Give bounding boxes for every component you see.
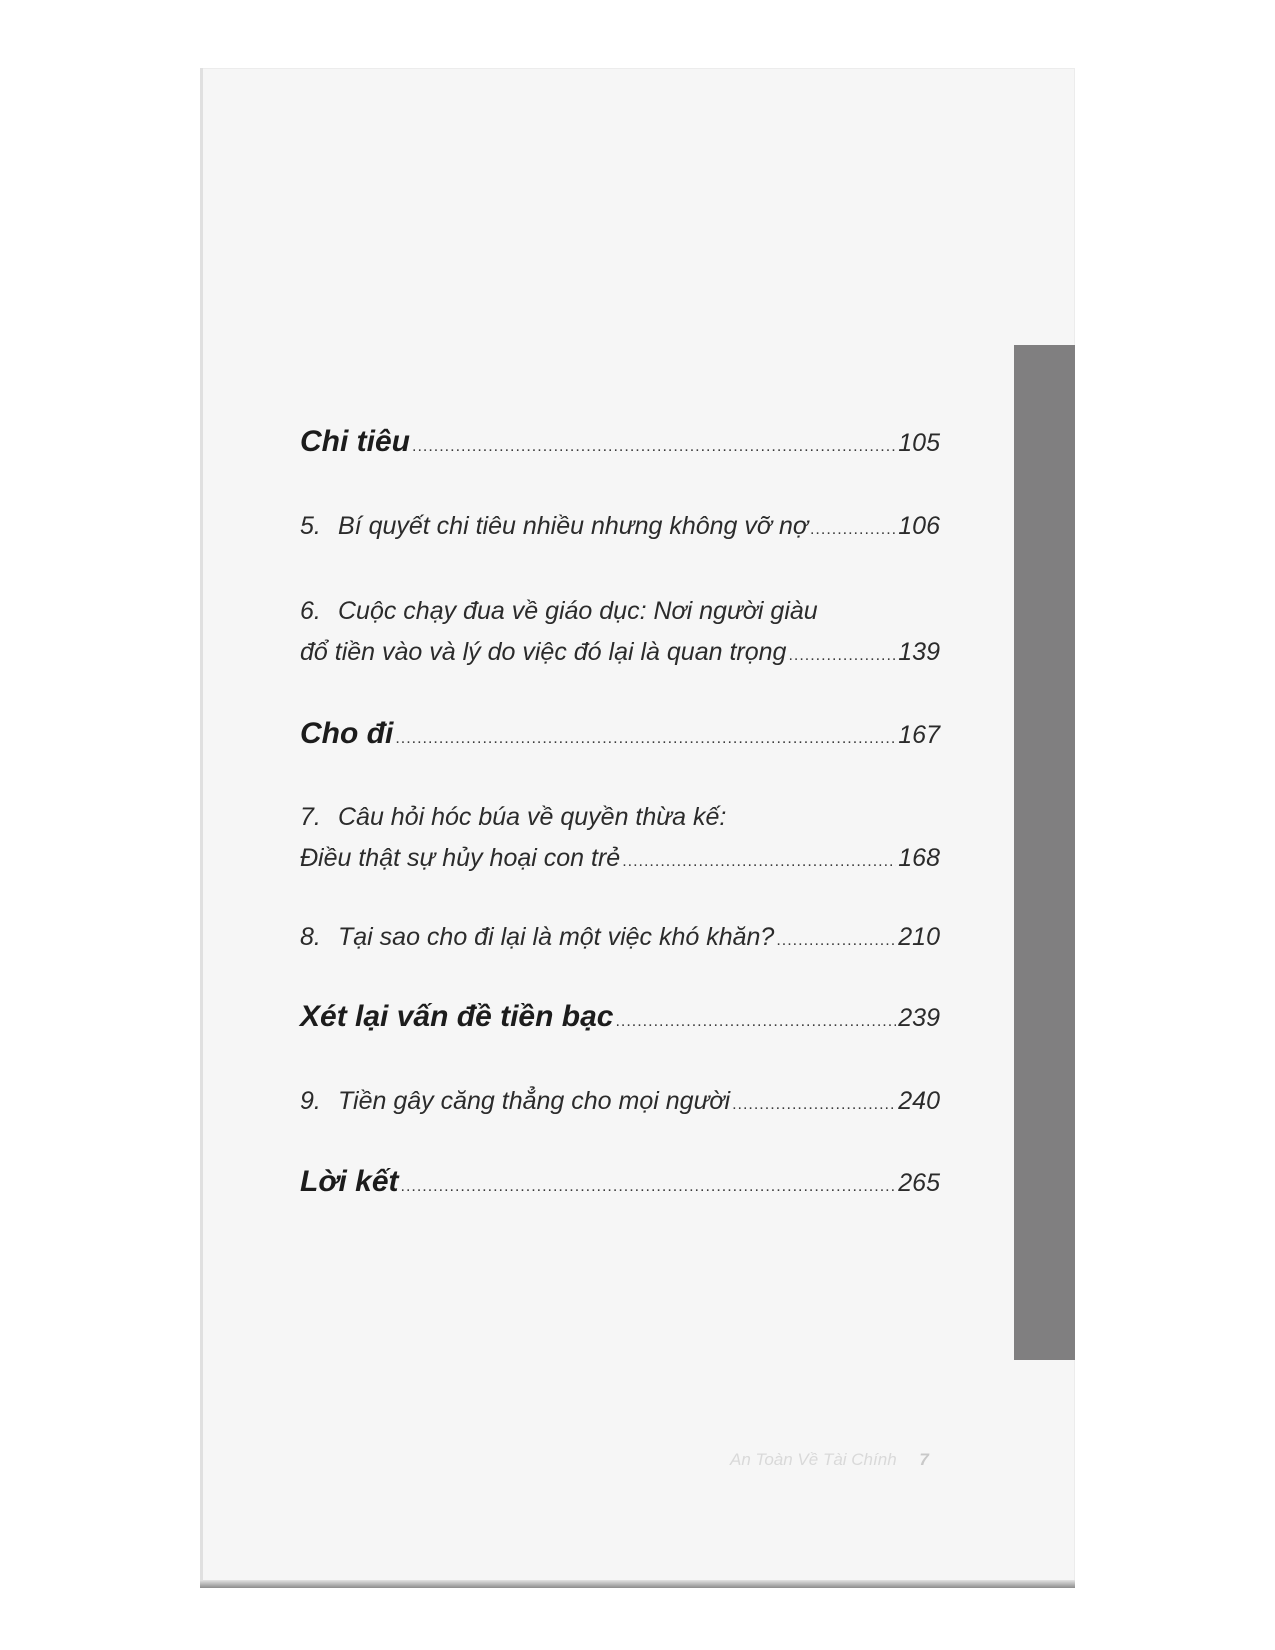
page-number: 240 — [898, 1087, 940, 1115]
page-number: 105 — [898, 429, 940, 457]
chapter-number: 6. — [300, 597, 321, 625]
page-number: 139 — [898, 638, 940, 666]
chapter-number: 8. — [300, 923, 321, 951]
dot-leader — [615, 1014, 896, 1030]
chapter-number: 7. — [300, 803, 321, 831]
toc-section-xet-lai-van-de-tien-bac[interactable] — [300, 1000, 940, 1034]
dot-leader — [401, 1179, 897, 1195]
chapter-title-line-1: Câu hỏi hóc búa về quyền thừa kế: — [338, 803, 727, 831]
dot-leader — [788, 648, 896, 664]
dot-leader — [776, 933, 896, 949]
section-title: Chi tiêu — [300, 425, 410, 458]
section-title: Lời kết — [300, 1165, 399, 1198]
chapter-title: Tại sao cho đi lại là một việc khó khăn? — [338, 923, 775, 951]
dot-leader — [622, 854, 896, 870]
dot-leader — [395, 731, 896, 747]
chapter-title: Tiền gây căng thẳng cho mọi người — [338, 1087, 731, 1115]
chapter-number: 5. — [300, 512, 321, 540]
page-number: 210 — [898, 923, 940, 951]
toc-chapter-6[interactable] — [300, 597, 940, 667]
chapter-title-line-1: Cuộc chạy đua về giáo dục: Nơi người giàu — [338, 597, 818, 625]
chapter-title-line-2: đổ tiền vào và lý do việc đó lại là quan trọng — [300, 638, 787, 666]
chapter-number: 9. — [300, 1087, 321, 1115]
toc-section-cho-di[interactable] — [300, 717, 940, 751]
toc-section-chi-tieu[interactable] — [300, 425, 940, 459]
dot-leader — [810, 522, 896, 538]
page-number: 168 — [898, 844, 940, 872]
page-number: 265 — [898, 1169, 940, 1197]
page-number: 167 — [898, 721, 940, 749]
toc-chapter-8[interactable] — [300, 923, 940, 952]
dot-leader — [412, 439, 896, 455]
section-title: Cho đi — [300, 717, 394, 750]
table-of-contents — [300, 0, 940, 1650]
chapter-title: Bí quyết chi tiêu nhiều nhưng không vỡ nợ — [338, 512, 808, 540]
running-title: An Toàn Về Tài Chính — [730, 1450, 897, 1469]
section-title: Xét lại vấn đề tiền bạc — [300, 1000, 614, 1033]
page-number: 106 — [898, 512, 940, 540]
toc-chapter-7[interactable] — [300, 803, 940, 873]
footer-page-number: 7 — [919, 1450, 929, 1469]
thumb-index-tab — [1014, 345, 1075, 1360]
toc-chapter-9[interactable] — [300, 1087, 940, 1116]
toc-section-loi-ket[interactable] — [300, 1165, 940, 1199]
dot-leader — [732, 1097, 896, 1113]
page-footer — [730, 1450, 929, 1470]
page-left-edge — [200, 68, 203, 1588]
page-number: 239 — [898, 1004, 940, 1032]
chapter-title-line-2: Điều thật sự hủy hoại con trẻ — [300, 844, 621, 872]
toc-chapter-5[interactable] — [300, 512, 940, 541]
